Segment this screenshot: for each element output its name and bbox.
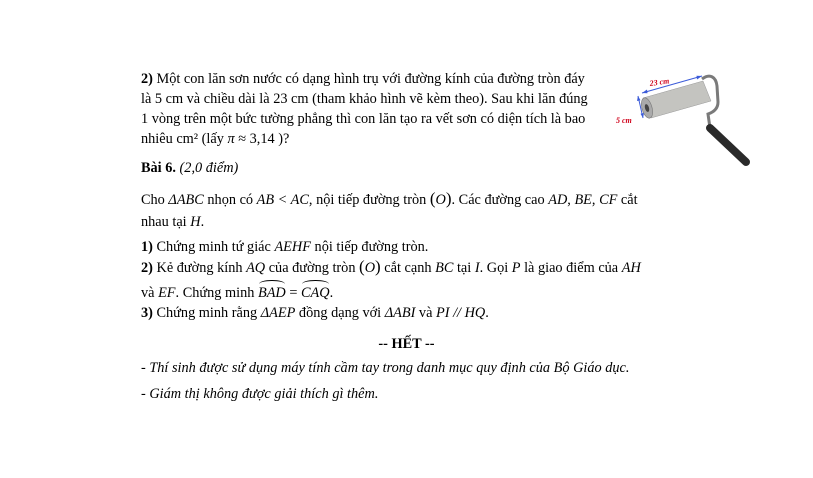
math-circle-o: O [435,192,446,208]
math-i: I [474,260,480,276]
text: , [567,192,575,208]
end-marker: -- HẾT -- [378,336,435,352]
math-parallel: PI // HQ [436,305,486,321]
bai6-heading [141,159,238,177]
math-ef: EF [158,285,176,301]
text: . [485,305,489,321]
math-cf: CF [599,192,618,208]
q2-text-4b: ≈ 3,14 )? [234,131,290,147]
math-ah: AH [621,260,641,276]
text: là giao điểm của [520,260,622,276]
bai6-intro-line-1 [141,190,638,209]
length-arrowhead-left [642,90,648,94]
text: nhau tại [141,214,191,230]
roller-handle [710,128,746,162]
paren-close: ) [375,257,381,276]
diameter-arrowhead-top [637,96,641,101]
q2-text-4a: nhiêu cm² (lấy [141,131,228,147]
text: . [200,214,205,230]
math-aehf: AEHF [274,239,311,255]
bai6-title: Bài 6. [141,160,176,176]
q2-line-1 [141,70,585,88]
diameter-label: 5 cm [616,116,632,125]
math-triangle-aep: ΔAEP [260,305,296,321]
paren-open: ( [429,189,436,208]
text: , nội tiếp đường tròn [308,192,430,208]
math-p: P [511,260,521,276]
text: nhọn có [203,192,257,208]
text: nội tiếp đường tròn. [310,239,429,255]
q2-line-4 [141,130,289,148]
text: . Các đường cao [451,192,549,208]
paren-close: ) [445,189,452,208]
length-arrowhead-right [697,76,703,80]
text: . Gọi [479,260,512,276]
math-h: H [190,214,201,230]
bai6-intro-line-2 [141,213,204,231]
q2-number: 2) [141,71,153,87]
part-number: 3) [141,305,153,321]
text: tại [453,260,475,276]
part-number: 2) [141,260,153,276]
text: , [591,192,600,208]
math-inequality: AB < AC [256,192,309,208]
text: . Chứng minh [175,285,258,301]
bai6-part-3 [141,304,489,322]
math-bc: BC [435,260,454,276]
q2-line-3: 1 vòng trên một bức tường phẳng thì con lăn tạo ra vết sơn có diện tích là bao [141,111,586,127]
math-ad: AD [548,192,568,208]
math-aq: AQ [246,260,266,276]
paint-roller-figure [610,74,760,174]
text: Chứng minh rằng [152,305,261,321]
length-label: 23 cm [649,76,670,88]
math-equals: = [285,285,301,301]
text: cắt cạnh [380,260,436,276]
math-circle-o: O [364,260,376,276]
text: Cho [141,192,169,208]
math-be: BE [574,192,592,208]
bai6-part-2 [141,258,641,277]
note-calculator: - Thí sinh được sử dụng máy tính cầm tay trong danh mục quy định của Bộ Giáo dục. [141,360,630,376]
text: đồng dạng với [295,305,385,321]
note-proctor: - Giám thị không được giải thích gì thêm. [141,386,379,402]
q2-text-1: Một con lăn sơn nước có dạng hình trụ với đường kính của đường tròn đáy [156,71,585,87]
text: Kẻ đường kính [152,260,247,276]
bai6-part-1 [141,238,428,256]
bai6-part-2-cont [141,284,333,302]
text: và [415,305,436,321]
math-angle-bad: BAD [257,285,286,301]
diameter-arrowhead-bottom [641,113,645,118]
math-triangle-abc: ΔABC [168,192,204,208]
math-triangle-abi: ΔABI [384,305,416,321]
q2-line-2: là 5 cm và chiều dài là 23 cm (tham khảo hình vẽ kèm theo). Sau khi lăn đúng [141,91,588,107]
text: của đường tròn [265,260,360,276]
part-number: 1) [141,239,153,255]
text: Chứng minh tứ giác [152,239,275,255]
paren-open: ( [359,257,365,276]
bai6-points: (2,0 điểm) [179,160,239,176]
pi-symbol: π [227,131,235,147]
text: . [329,285,334,301]
text: cắt [617,192,638,208]
math-angle-caq: CAQ [300,285,330,301]
text: và [141,285,159,301]
